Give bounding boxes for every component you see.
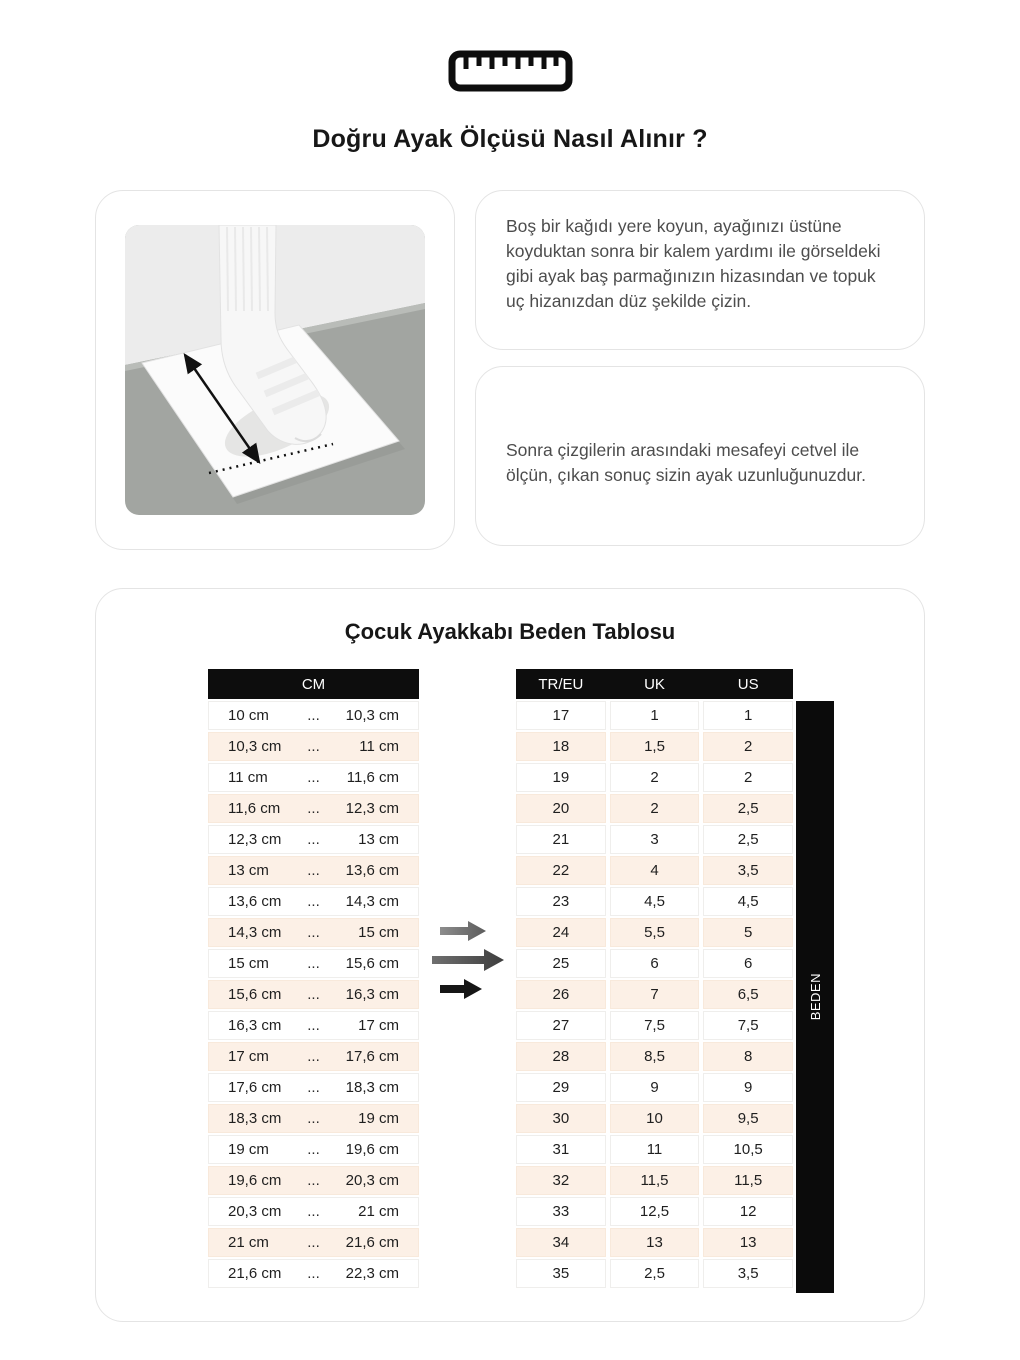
cm-from-cell: 18,3 cm: [228, 1110, 282, 1127]
cm-to-cell: 15 cm: [358, 924, 399, 941]
size-table-row: [516, 1135, 793, 1164]
size-table-body: [516, 701, 793, 1288]
cm-table-row: [208, 1135, 419, 1164]
size-table-row: [516, 1011, 793, 1040]
cm-table-row: [208, 1011, 419, 1040]
size-table-row: [516, 1197, 793, 1226]
size-treu-cell: 26: [516, 980, 606, 1009]
size-table-row: [516, 1166, 793, 1195]
page-title: Doğru Ayak Ölçüsü Nasıl Alınır ?: [312, 125, 708, 153]
cm-to-cell: 11 cm: [359, 738, 399, 755]
size-us-cell: 12: [703, 1197, 793, 1226]
size-treu-cell: 29: [516, 1073, 606, 1102]
cm-to-cell: 17 cm: [358, 1017, 399, 1034]
size-table-row: [516, 701, 793, 730]
header: [0, 0, 1020, 92]
cm-from-cell: 20,3 cm: [228, 1203, 282, 1220]
instruction-step2-text: Sonra çizgilerin arasındaki mesafeyi cetvel ile ölçün, çıkan sonuç sizin ayak uzunluğunuzdur.: [506, 440, 866, 485]
size-us-cell: 2: [703, 763, 793, 792]
instruction-step1-card: [475, 190, 925, 350]
cm-from-cell: 11 cm: [228, 769, 268, 786]
size-treu-cell: 21: [516, 825, 606, 854]
size-treu-cell: 28: [516, 1042, 606, 1071]
cm-table-row: [208, 794, 419, 823]
cm-to-cell: 19,6 cm: [345, 1141, 399, 1158]
size-treu-cell: 32: [516, 1166, 606, 1195]
size-us-cell: 6,5: [703, 980, 793, 1009]
cm-from-cell: 14,3 cm: [228, 924, 282, 941]
cm-to-cell: 20,3 cm: [345, 1172, 399, 1189]
cm-from-cell: 10 cm: [228, 707, 269, 724]
cm-separator-cell: ...: [307, 1110, 320, 1127]
size-treu-cell: 23: [516, 887, 606, 916]
cm-from-cell: 19 cm: [228, 1141, 269, 1158]
size-table-row: [516, 949, 793, 978]
size-treu-cell: 20: [516, 794, 606, 823]
cm-to-cell: 12,3 cm: [345, 800, 399, 817]
size-treu-cell: 19: [516, 763, 606, 792]
size-treu-cell: 18: [516, 732, 606, 761]
size-col-treu: TR/EU: [538, 675, 584, 693]
size-uk-cell: 12,5: [610, 1197, 700, 1226]
cm-separator-cell: ...: [307, 1017, 320, 1034]
conversion-arrows-icon: [432, 921, 504, 999]
size-table-header: [516, 669, 793, 699]
size-us-cell: 8: [703, 1042, 793, 1071]
cm-table-row: [208, 980, 419, 1009]
size-us-cell: 5: [703, 918, 793, 947]
size-treu-cell: 33: [516, 1197, 606, 1226]
size-table-row: [516, 794, 793, 823]
cm-table-row: [208, 1073, 419, 1102]
size-uk-cell: 1,5: [610, 732, 700, 761]
cm-table-row: [208, 1228, 419, 1257]
cm-table-row: [208, 1104, 419, 1133]
cm-to-cell: 14,3 cm: [345, 893, 399, 910]
size-uk-cell: 1: [610, 701, 700, 730]
size-uk-cell: 2,5: [610, 1259, 700, 1288]
cm-to-cell: 13,6 cm: [345, 862, 399, 879]
size-treu-cell: 27: [516, 1011, 606, 1040]
cm-separator-cell: ...: [307, 1203, 320, 1220]
cm-to-cell: 18,3 cm: [345, 1079, 399, 1096]
measurement-photo-card: [95, 190, 455, 550]
size-us-cell: 4,5: [703, 887, 793, 916]
size-us-cell: 13: [703, 1228, 793, 1257]
size-table-row: [516, 1228, 793, 1257]
cm-to-cell: 19 cm: [358, 1110, 399, 1127]
cm-to-cell: 21 cm: [358, 1203, 399, 1220]
cm-from-cell: 15 cm: [228, 955, 269, 972]
size-conversion-table: [516, 669, 793, 1288]
size-us-cell: 3,5: [703, 1259, 793, 1288]
cm-to-cell: 17,6 cm: [345, 1048, 399, 1065]
cm-from-cell: 10,3 cm: [228, 738, 282, 755]
cm-from-cell: 11,6 cm: [228, 800, 281, 817]
size-treu-cell: 30: [516, 1104, 606, 1133]
size-us-cell: 2: [703, 732, 793, 761]
size-col-us: US: [737, 675, 759, 693]
tables-area: [96, 669, 924, 1319]
cm-separator-cell: ...: [307, 1265, 320, 1282]
size-table-row: [516, 980, 793, 1009]
size-treu-cell: 22: [516, 856, 606, 885]
cm-table-row: [208, 825, 419, 854]
size-table-row: [516, 825, 793, 854]
cm-separator-cell: ...: [307, 1141, 320, 1158]
cm-separator-cell: ...: [307, 738, 320, 755]
cm-table-row: [208, 856, 419, 885]
size-us-cell: 6: [703, 949, 793, 978]
cm-table-row: [208, 1166, 419, 1195]
size-uk-cell: 4: [610, 856, 700, 885]
size-us-cell: 1: [703, 701, 793, 730]
size-uk-cell: 9: [610, 1073, 700, 1102]
size-table-row: [516, 1042, 793, 1071]
size-treu-cell: 24: [516, 918, 606, 947]
size-uk-cell: 2: [610, 763, 700, 792]
size-us-cell: 10,5: [703, 1135, 793, 1164]
cm-separator-cell: ...: [307, 1234, 320, 1251]
instruction-step2-card: [475, 366, 925, 546]
size-treu-cell: 25: [516, 949, 606, 978]
cm-to-cell: 11,6 cm: [346, 769, 399, 786]
cm-table: [208, 669, 419, 1288]
size-uk-cell: 10: [610, 1104, 700, 1133]
cm-table-row: [208, 732, 419, 761]
cm-from-cell: 19,6 cm: [228, 1172, 282, 1189]
size-us-cell: 11,5: [703, 1166, 793, 1195]
cm-separator-cell: ...: [307, 769, 320, 786]
size-table-row: [516, 887, 793, 916]
cm-from-cell: 15,6 cm: [228, 986, 282, 1003]
beden-vertical-label: [796, 701, 834, 1293]
size-table-row: [516, 1073, 793, 1102]
cm-table-row: [208, 918, 419, 947]
size-treu-cell: 31: [516, 1135, 606, 1164]
size-treu-cell: 34: [516, 1228, 606, 1257]
size-table-row: [516, 732, 793, 761]
cm-from-cell: 13,6 cm: [228, 893, 282, 910]
size-table-row: [516, 918, 793, 947]
cm-table-header: CM: [208, 669, 419, 699]
cm-separator-cell: ...: [307, 986, 320, 1003]
size-uk-cell: 6: [610, 949, 700, 978]
size-table-title: Çocuk Ayakkabı Beden Tablosu: [344, 619, 676, 644]
foot-on-paper-illustration: [125, 225, 425, 515]
cm-from-cell: 21 cm: [228, 1234, 269, 1251]
cm-separator-cell: ...: [307, 1172, 320, 1189]
cm-to-cell: 22,3 cm: [345, 1265, 399, 1282]
size-uk-cell: 11,5: [610, 1166, 700, 1195]
cm-separator-cell: ...: [307, 800, 320, 817]
size-uk-cell: 13: [610, 1228, 700, 1257]
cm-to-cell: 10,3 cm: [345, 707, 399, 724]
cm-from-cell: 21,6 cm: [228, 1265, 282, 1282]
cm-to-cell: 21,6 cm: [345, 1234, 399, 1251]
cm-separator-cell: ...: [307, 831, 320, 848]
cm-separator-cell: ...: [307, 893, 320, 910]
cm-table-row: [208, 949, 419, 978]
ruler-icon: [448, 50, 573, 92]
cm-table-row: [208, 763, 419, 792]
cm-table-row: [208, 1259, 419, 1288]
size-col-uk: UK: [644, 675, 665, 693]
cm-to-cell: 16,3 cm: [345, 986, 399, 1003]
cm-separator-cell: ...: [307, 707, 320, 724]
size-table-row: [516, 1259, 793, 1288]
size-us-cell: 2,5: [703, 825, 793, 854]
size-us-cell: 9: [703, 1073, 793, 1102]
cm-from-cell: 17,6 cm: [228, 1079, 282, 1096]
size-uk-cell: 11: [610, 1135, 700, 1164]
cm-to-cell: 15,6 cm: [345, 955, 399, 972]
size-table-row: [516, 856, 793, 885]
cm-separator-cell: ...: [307, 924, 320, 941]
size-treu-cell: 35: [516, 1259, 606, 1288]
instructions-section: [95, 190, 925, 550]
cm-table-row: [208, 1042, 419, 1071]
size-us-cell: 3,5: [703, 856, 793, 885]
size-us-cell: 2,5: [703, 794, 793, 823]
size-uk-cell: 2: [610, 794, 700, 823]
cm-table-row: [208, 701, 419, 730]
size-table-row: [516, 763, 793, 792]
size-table-section: [95, 588, 925, 1322]
cm-from-cell: 16,3 cm: [228, 1017, 282, 1034]
cm-from-cell: 12,3 cm: [228, 831, 282, 848]
size-uk-cell: 7,5: [610, 1011, 700, 1040]
cm-table-row: [208, 1197, 419, 1226]
cm-separator-cell: ...: [307, 862, 320, 879]
beden-label-text: BEDEN: [807, 973, 823, 1021]
foot-measurement-photo: [125, 225, 425, 515]
cm-separator-cell: ...: [307, 1048, 320, 1065]
instruction-step1-text: Boş bir kağıdı yere koyun, ayağınızı üstüne koyduktan sonra bir kalem yardımı ile görseldeki gibi ayak baş parmağınızın hizasından ve topuk uç hizanızdan düz şekilde çizin.: [506, 216, 881, 311]
cm-from-cell: 17 cm: [228, 1048, 269, 1065]
size-treu-cell: 17: [516, 701, 606, 730]
cm-from-cell: 13 cm: [228, 862, 269, 879]
size-us-cell: 7,5: [703, 1011, 793, 1040]
size-uk-cell: 3: [610, 825, 700, 854]
cm-table-row: [208, 887, 419, 916]
size-uk-cell: 5,5: [610, 918, 700, 947]
instruction-texts: [475, 190, 925, 550]
size-uk-cell: 4,5: [610, 887, 700, 916]
cm-separator-cell: ...: [307, 1079, 320, 1096]
size-uk-cell: 8,5: [610, 1042, 700, 1071]
size-table-row: [516, 1104, 793, 1133]
cm-separator-cell: ...: [307, 955, 320, 972]
cm-to-cell: 13 cm: [358, 831, 399, 848]
cm-table-body: [208, 701, 419, 1288]
size-us-cell: 9,5: [703, 1104, 793, 1133]
size-uk-cell: 7: [610, 980, 700, 1009]
